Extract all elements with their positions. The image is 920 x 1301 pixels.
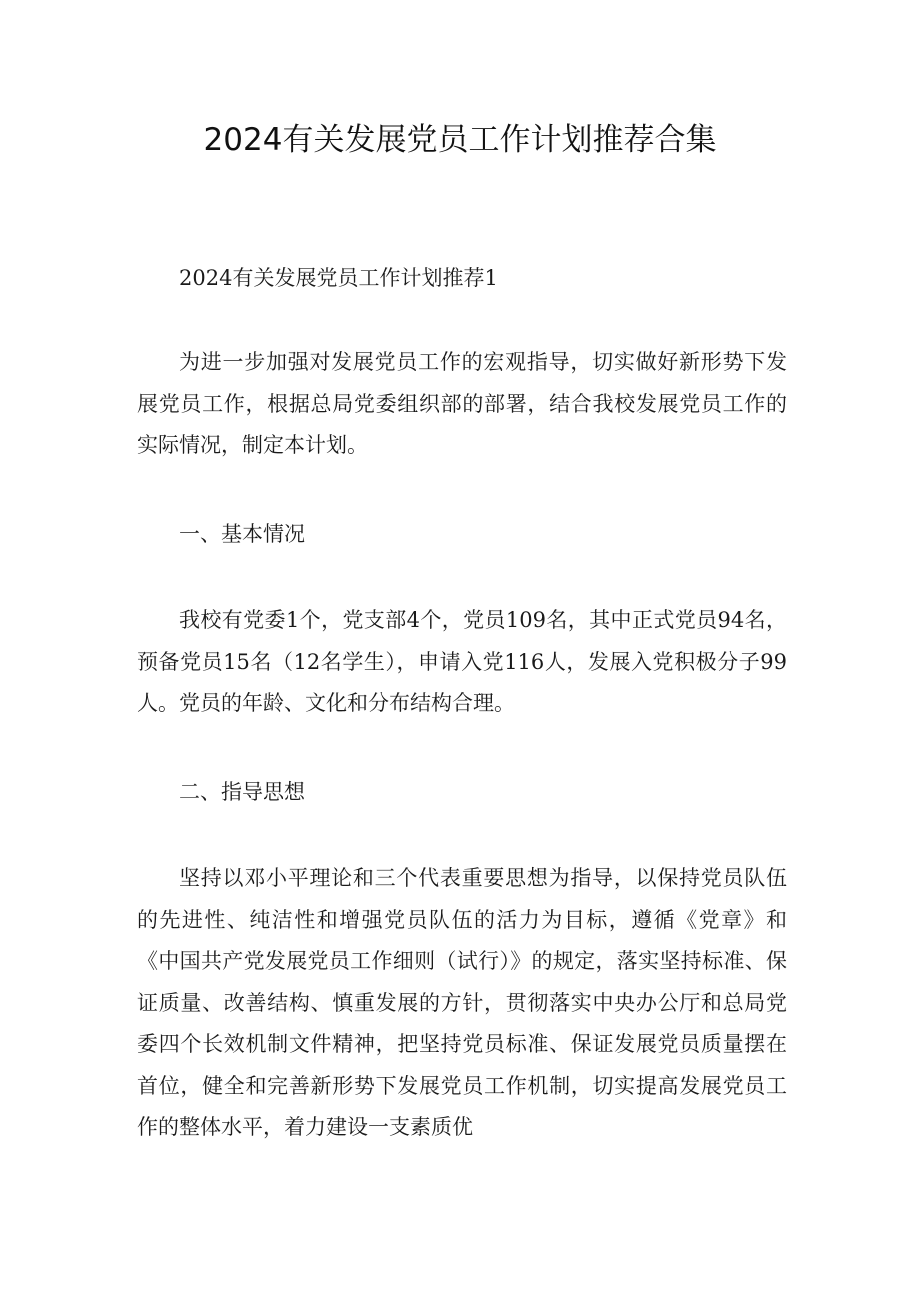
document-title: 2024有关发展党员工作计划推荐合集	[203, 122, 717, 158]
section-heading-basic-situation: 一、基本情况	[179, 522, 305, 546]
guiding-ideology-paragraph: 坚持以邓小平理论和三个代表重要思想为指导，以保持党员队伍的先进性、纯洁性和增强党员队伍的活力为目标，遵循《党章》和《中国共产党发展党员工作细则（试行）》的规定，落实坚持标准、保证质量、改善结构、慎重发展的方针，贯彻落实中央办公厅和总局党委四个长效机制文件精神，把坚持党员标准、保证发展党员质量摆在首位，健全和完善新形势下发展党员工作机制，切实提高发展党员工作的整体水平，着力建设一支素质优	[137, 866, 787, 1139]
intro-paragraph: 为进一步加强对发展党员工作的宏观指导，切实做好新形势下发展党员工作，根据总局党委组织部的部署，结合我校发展党员工作的实际情况，制定本计划。	[137, 350, 787, 457]
plan-subtitle: 2024有关发展党员工作计划推荐1	[179, 266, 498, 290]
basic-situation-paragraph: 我校有党委1个，党支部4个，党员109名，其中正式党员94名，预备党员15名（12名学生），申请入党116人，发展入党积极分子99人。党员的年龄、文化和分布结构合理。	[137, 608, 787, 715]
section-heading-guiding-ideology: 二、指导思想	[179, 780, 305, 804]
